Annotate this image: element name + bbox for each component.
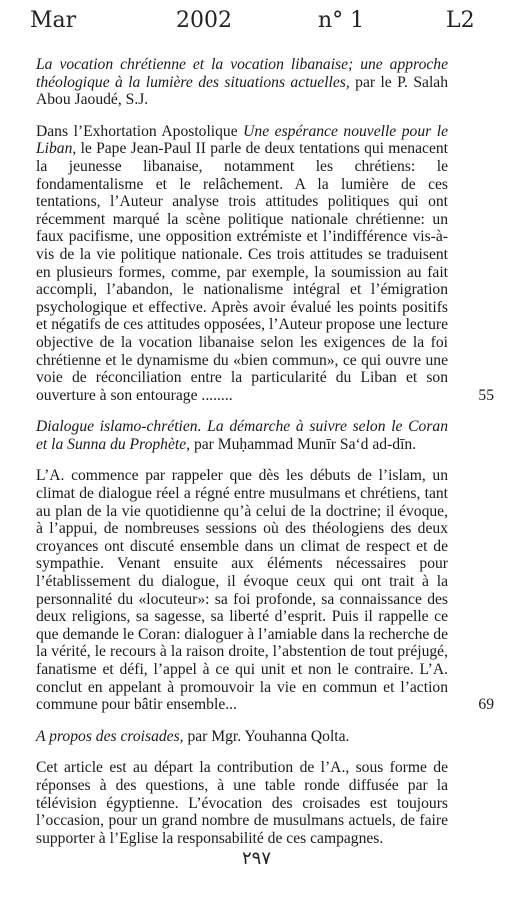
annotation-month: Mar xyxy=(30,8,77,33)
article-1-leader: ........ xyxy=(201,386,233,404)
annotation-code: L2 xyxy=(446,8,475,33)
footer-page-number: ٢٩٧ xyxy=(241,848,271,869)
article-1-title-text: La vocation chrétienne et la vocation libanaise; une approche théologique à la lumière des situations actuelles, xyxy=(36,56,448,91)
article-3-title xyxy=(36,728,448,746)
article-1-summary xyxy=(36,122,494,405)
article-3-summary-text: Cet article est au départ la contribution de l’A., sous forme de réponses à des questions, à une table ronde diffusée par la télévision égyptienne. L’évocation des croisades est toujours l’occasion, pour un grand nombre de musulmans actuels, de faire supporter à l’Eglise la responsabilité de ces campagnes. xyxy=(36,759,448,847)
annotation-year: 2002 xyxy=(176,8,232,33)
article-2-title xyxy=(36,418,448,453)
article-3 xyxy=(36,728,448,848)
article-1-title xyxy=(36,56,448,109)
article-1-summary-rest: , le Pape Jean-Paul II parle de deux tentations qui menacent la jeunesse libanaise, notamment les chrétiens: le fondamentalisme et le relâchement. A la lumière de ces tentations, l’Auteur analyse trois attitudes politiques qui ont récemment marqué la scène politique nationale chrétienne: un faux pacifisme, une opposition extrémiste et l’indifférence vis-à-vis de la vie politique nationale. Ces trois attitudes se traduisent en plusieurs formes, comme, par exemple, la soumission au fait accompli, l’abandon, le nationalisme intégral et l’émigration psychologique et effective. Après avoir évalué les points positifs et négatifs de ces attitudes opposées, l’Auteur propose une lecture objective de la vocation libanaise selon les exigences de la foi chrétienne et le dynamisme du «bien commun», ce qui ouvre une voie de réconciliation entre la particularité du Liban et son ouverture à son entourage xyxy=(36,140,448,404)
article-2-byline: par Muḥammad Munīr Sa‘d ad-dīn. xyxy=(190,435,417,453)
article-2-leader: ... xyxy=(225,696,237,714)
article-1-byline: par le P. Salah Abou Jaoudé, S.J. xyxy=(36,73,448,109)
article-2-summary xyxy=(36,467,494,714)
article-1 xyxy=(36,56,494,404)
article-3-summary xyxy=(36,759,448,847)
article-1-summary-italic: Une espérance nouvelle pour le Liban xyxy=(36,122,448,158)
document-page xyxy=(36,56,494,857)
annotation-issue: n° 1 xyxy=(318,8,365,33)
article-2-title-text: Dialogue islamo-chrétien. La démarche à suivre selon le Coran et la Sunna du Prophète, xyxy=(36,418,448,453)
handwritten-annotations xyxy=(0,8,513,38)
article-1-page-number: 55 xyxy=(478,386,494,404)
article-2-page-number: 69 xyxy=(478,696,494,714)
article-2-summary-text: L’A. commence par rappeler que dès les débuts de l’islam, un climat de dialogue réel a régné entre musulmans et chrétiens, tant au plan de la vie quotidienne qu’à celui de la doctrine; il évoque, à l’appui, de nombreuses sessions où des théologiens des deux croyances ont discuté ensemble dans un climat de respect et de sympathie. Venant ensuite aux éléments nécessaires pour l’établissement du dialogue, il évoque ceux qui ont trait à la personnalité du «locuteur»: sa foi profonde, sa connaissance des deux religions, sa sagesse, sa liberté d’esprit. Puis il rappelle ce que demande le Coran: dialoguer à l’amiable dans la recherche de la vérité, le recours à la raison droite, l’abstention de tout préjugé, fanatisme et défi, l’appel à ce qui unit et non le contraire. L’A. conclut en appelant à promouvoir la vie en commun et l’action commune pour bâtir ensemble xyxy=(36,467,448,714)
article-3-byline: par Mgr. Youhanna Qolta. xyxy=(183,727,350,745)
article-2 xyxy=(36,418,494,714)
article-3-title-text: A propos des croisades, xyxy=(36,727,184,745)
article-1-summary-lead: Dans l’Exhortation Apostolique xyxy=(36,122,244,140)
